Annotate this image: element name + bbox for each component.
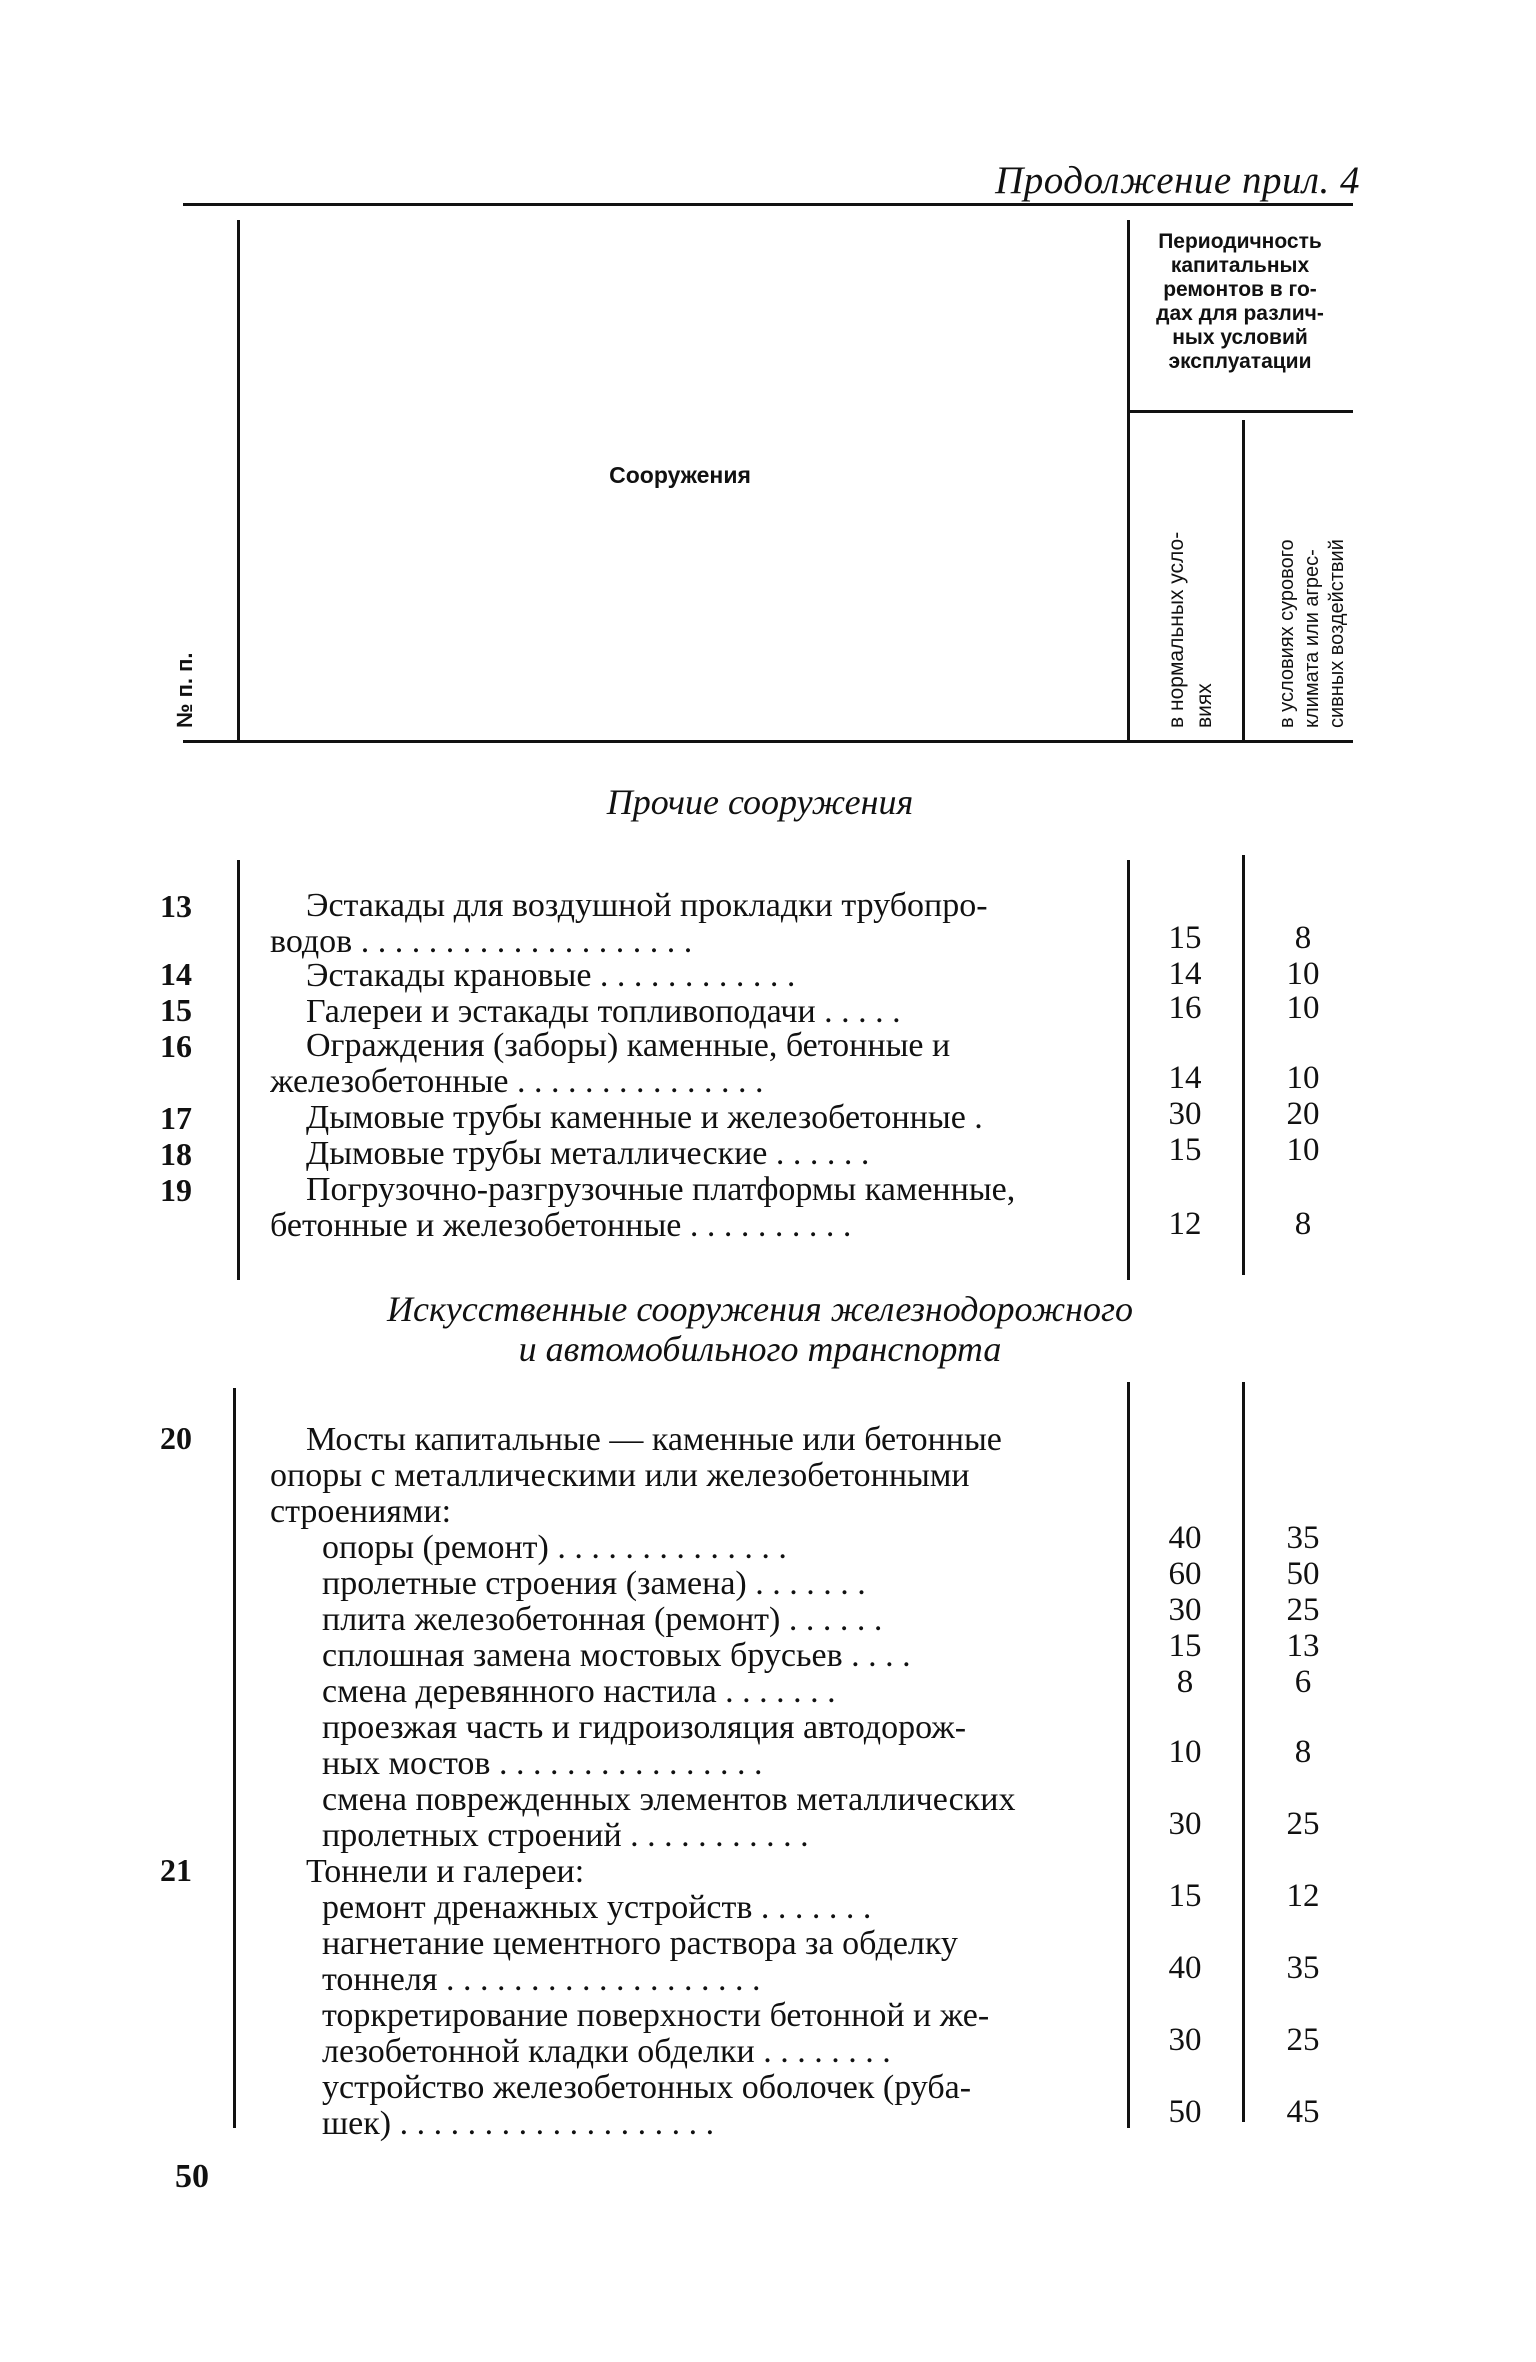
periodicity-line: капитальных	[1170, 254, 1310, 277]
item-text: пролетные строения (замена) . . . . . . .	[322, 1566, 866, 1602]
value-normal: 15	[1168, 1628, 1202, 1664]
value-severe: 25	[1286, 1592, 1320, 1628]
value-severe: 10	[1286, 990, 1320, 1026]
value-normal: 50	[1168, 2094, 1202, 2130]
row-number: 19	[160, 1172, 192, 1208]
item-text: смена деревянного настила . . . . . . .	[322, 1674, 836, 1710]
item-text: опоры (ремонт) . . . . . . . . . . . . . .	[322, 1530, 787, 1566]
row-number: 14	[160, 956, 192, 992]
value-severe: 10	[1286, 1132, 1320, 1168]
periodicity-line: Периодичность	[1158, 230, 1322, 253]
row-text: водов . . . . . . . . . . . . . . . . . . . .	[270, 924, 693, 960]
severe-header-line: сивных воздействий	[1326, 539, 1348, 728]
header-bottom-rule	[183, 740, 1353, 743]
value-severe: 35	[1286, 1950, 1320, 1986]
value-severe: 13	[1286, 1628, 1320, 1664]
normal-header-line: виях	[1193, 683, 1216, 728]
row-number: 18	[160, 1136, 192, 1172]
row-text: Эстакады крановые . . . . . . . . . . . .	[306, 958, 796, 994]
row-text: Дымовые трубы металлические . . . . . .	[306, 1136, 870, 1172]
header-top-rule	[183, 203, 1353, 206]
value-severe: 25	[1286, 2022, 1320, 2058]
value-severe: 25	[1286, 1806, 1320, 1842]
row-number: 17	[160, 1100, 192, 1136]
header-divider-right	[1242, 420, 1245, 740]
section1-divider-left	[237, 860, 240, 1280]
periodicity-header	[1130, 230, 1350, 374]
value-severe: 12	[1286, 1878, 1320, 1914]
section-title-other: Прочие сооружения	[606, 782, 914, 822]
row-text: Тоннели и галереи:	[306, 1854, 585, 1890]
value-normal: 15	[1168, 1132, 1202, 1168]
item-text: сплошная замена мостовых брусьев . . . .	[322, 1638, 911, 1674]
severe-conditions-header	[1275, 428, 1350, 728]
section-title-transport: Искусственные сооружения железнодорожного	[386, 1289, 1134, 1329]
item-text: пролетных строений . . . . . . . . . . .	[322, 1818, 809, 1854]
periodicity-rule	[1130, 410, 1353, 413]
value-normal: 8	[1176, 1664, 1194, 1700]
section1-divider-right	[1242, 855, 1245, 1275]
value-normal: 40	[1168, 1520, 1202, 1556]
row-text: строениями:	[270, 1494, 452, 1530]
section1-divider-mid	[1127, 860, 1130, 1280]
item-text: нагнетание цементного раствора за обделку	[322, 1926, 958, 1962]
item-text: тоннеля . . . . . . . . . . . . . . . . . . .	[322, 1962, 761, 1998]
row-text: железобетонные . . . . . . . . . . . . . . .	[270, 1064, 764, 1100]
number-header: № п. п.	[172, 652, 197, 728]
item-text: устройство железобетонных оболочек (руба-	[322, 2070, 972, 2106]
normal-conditions-header	[1163, 428, 1219, 728]
row-text: Мосты капитальные — каменные или бетонные	[306, 1422, 1002, 1458]
severe-header-line: в условиях сурового	[1276, 539, 1298, 728]
item-text: ных мостов . . . . . . . . . . . . . . . .	[322, 1746, 763, 1782]
row-number: 20	[160, 1420, 192, 1456]
section2-divider-left	[233, 1388, 236, 2128]
structure-header: Сооружения	[609, 462, 751, 488]
row-text: бетонные и железобетонные . . . . . . . . . .	[270, 1208, 852, 1244]
value-severe: 6	[1294, 1664, 1312, 1700]
row-number: 15	[160, 992, 192, 1028]
item-text: плита железобетонная (ремонт) . . . . . .	[322, 1602, 883, 1638]
value-normal: 12	[1168, 1206, 1202, 1242]
value-severe: 10	[1286, 956, 1320, 992]
value-normal: 30	[1168, 2022, 1202, 2058]
row-text: Ограждения (заборы) каменные, бетонные и	[306, 1028, 951, 1064]
value-normal: 30	[1168, 1592, 1202, 1628]
value-normal: 14	[1168, 1060, 1202, 1096]
normal-header-line: в нормальных усло-	[1165, 531, 1188, 728]
row-text: Погрузочно-разгрузочные платформы каменные,	[306, 1172, 1016, 1208]
periodicity-line: ных условий	[1172, 326, 1308, 349]
item-text: шек) . . . . . . . . . . . . . . . . . . .	[322, 2106, 715, 2142]
row-number: 21	[160, 1852, 192, 1888]
periodicity-line: ремонтов в го-	[1163, 278, 1317, 301]
section2-divider-mid	[1127, 1382, 1130, 2128]
value-normal: 14	[1168, 956, 1202, 992]
value-normal: 16	[1168, 990, 1202, 1026]
row-text: Галереи и эстакады топливоподачи . . . . .	[306, 994, 901, 1030]
row-number: 13	[160, 888, 192, 924]
value-normal: 15	[1168, 1878, 1202, 1914]
value-severe: 45	[1286, 2094, 1320, 2130]
periodicity-line: дах для различ-	[1156, 302, 1324, 325]
item-text: лезобетонной кладки обделки . . . . . . . .	[322, 2034, 891, 2070]
value-normal: 30	[1168, 1806, 1202, 1842]
severe-header-line: климата или агрес-	[1301, 549, 1323, 728]
running-head: Продолжение прил. 4	[995, 159, 1360, 202]
row-text: Дымовые трубы каменные и железобетонные .	[306, 1100, 983, 1136]
row-number: 16	[160, 1028, 192, 1064]
value-severe: 20	[1286, 1096, 1320, 1132]
value-normal: 40	[1168, 1950, 1202, 1986]
value-normal: 30	[1168, 1096, 1202, 1132]
value-severe: 8	[1294, 1206, 1312, 1242]
item-text: проезжая часть и гидроизоляция автодорож-	[322, 1710, 967, 1746]
item-text: смена поврежденных элементов металлических	[322, 1782, 1016, 1818]
row-text: опоры с металлическими или железобетонными	[270, 1458, 970, 1494]
item-text: торкретирование поверхности бетонной и же-	[322, 1998, 990, 2034]
value-severe: 35	[1286, 1520, 1320, 1556]
periodicity-line: эксплуатации	[1168, 350, 1312, 373]
value-normal: 15	[1168, 920, 1202, 956]
section-title-transport-line2: и автомобильного транспорта	[518, 1329, 1002, 1369]
page-number: 50	[175, 2158, 209, 2195]
item-text: ремонт дренажных устройств . . . . . . .	[322, 1890, 872, 1926]
value-severe: 50	[1286, 1556, 1320, 1592]
value-severe: 10	[1286, 1060, 1320, 1096]
value-normal: 10	[1168, 1734, 1202, 1770]
value-normal: 60	[1168, 1556, 1202, 1592]
section2-divider-right	[1242, 1382, 1245, 2122]
value-severe: 8	[1294, 1734, 1312, 1770]
row-text: Эстакады для воздушной прокладки трубопро-	[306, 888, 988, 924]
value-severe: 8	[1294, 920, 1312, 956]
